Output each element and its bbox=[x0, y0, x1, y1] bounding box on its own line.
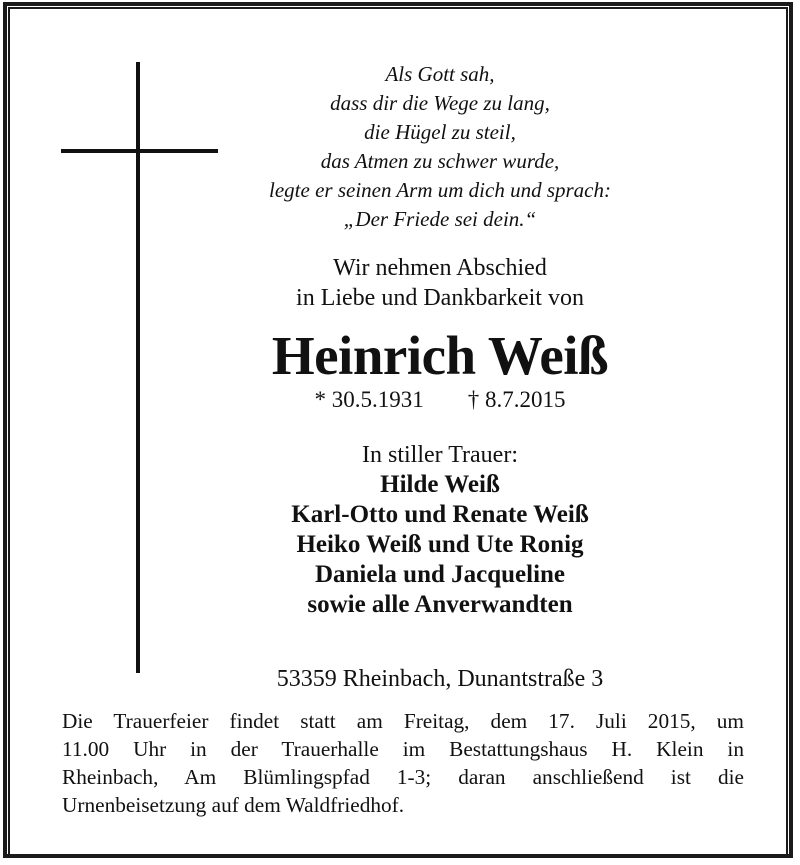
deceased-name: Heinrich Weiß bbox=[271, 325, 609, 386]
intro-line: in Liebe und Dankbarkeit von bbox=[296, 285, 584, 311]
poem-line: die Hügel zu steil, bbox=[364, 120, 516, 144]
mourners-title: In stiller Trauer: bbox=[362, 442, 518, 468]
cross-vertical-bar bbox=[136, 62, 140, 673]
poem-line: legte er seinen Arm um dich und sprach: bbox=[269, 178, 611, 202]
funeral-notice-line: Die Trauerfeier findet statt am Freitag, dem 17. Juli 2015, um bbox=[62, 709, 744, 733]
funeral-notice-line: Urnenbeisetzung auf dem Waldfriedhof. bbox=[62, 793, 405, 817]
poem-line: das Atmen zu schwer wurde, bbox=[320, 149, 560, 173]
life-dates bbox=[220, 386, 660, 414]
farewell-intro bbox=[220, 253, 660, 313]
death-date: † 8.7.2015 bbox=[467, 387, 566, 412]
poem-line: dass dir die Wege zu lang, bbox=[330, 91, 550, 115]
mourners-list bbox=[220, 470, 660, 620]
mourner-name: Heiko Weiß und Ute Ronig bbox=[296, 531, 584, 558]
poem bbox=[240, 60, 640, 234]
poem-line: Als Gott sah, bbox=[385, 62, 495, 86]
funeral-notice-line: Rheinbach, Am Blümlingspfad 1-3; daran anschließend ist die bbox=[62, 765, 744, 789]
mourner-name: Hilde Weiß bbox=[380, 471, 500, 498]
intro-line: Wir nehmen Abschied bbox=[333, 255, 547, 281]
funeral-notice bbox=[62, 707, 744, 819]
birth-date: * 30.5.1931 bbox=[314, 387, 424, 412]
family-address: 53359 Rheinbach, Dunantstraße 3 bbox=[276, 666, 604, 692]
mourner-name: Daniela und Jacqueline bbox=[314, 561, 566, 588]
cross-horizontal-bar bbox=[61, 149, 218, 153]
mourner-name: Karl-Otto und Renate Weiß bbox=[291, 501, 589, 528]
mourner-name: sowie alle Anverwandten bbox=[307, 591, 573, 618]
poem-line: „Der Friede sei dein.“ bbox=[343, 207, 537, 231]
funeral-notice-line: 11.00 Uhr in der Trauerhalle im Bestattungshaus H. Klein in bbox=[62, 737, 744, 761]
